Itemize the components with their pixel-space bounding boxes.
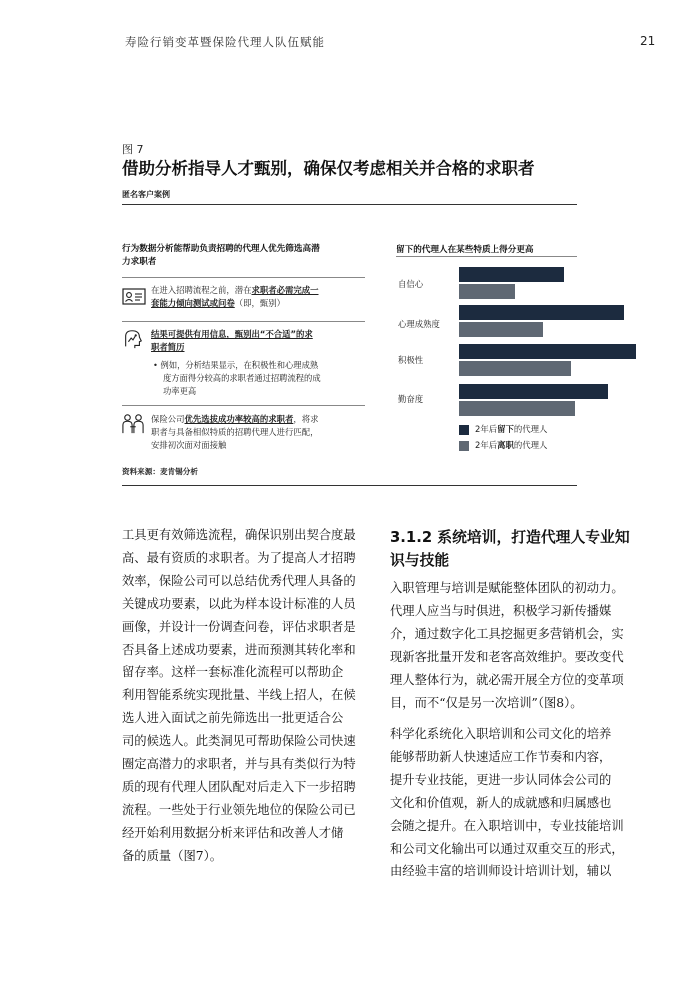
item-1-text: 在进入招聘流程之前，潜在求职者必需完成一 套能力倾向测试或问卷（即，甄别）: [151, 285, 319, 308]
body-text-line: 现新客批量开发和老客高效维护。要改变代: [390, 649, 624, 664]
body-text-line: 圈定高潜力的求职者，并与具有类似行为特: [122, 757, 356, 771]
body-text-line: 画像，并设计一份调查问卷，评估求职者是: [122, 619, 356, 634]
legend-swatch-stayed: [459, 425, 469, 435]
body-text-line: 代理人应当与时俱进，积极学习新传播媒: [390, 603, 612, 618]
body-text-line: 高、最有资质的求职者。为了提高人才招聘: [122, 550, 356, 565]
bar-stayed-自信心: [459, 267, 564, 282]
page-number: 21: [640, 34, 656, 48]
legend-swatch-left: [459, 441, 469, 451]
brain-analytics-icon: [121, 328, 145, 350]
body-text-line: 选人进入面试之前先筛选出一批更适合公: [122, 711, 344, 726]
category-label: 心理成熟度: [398, 319, 440, 329]
bar-left-心理成熟度: [459, 322, 543, 337]
item-2-bullet: 度方面得分较高的求职者通过招聘流程的成: [163, 373, 321, 383]
people-match-icon: [121, 413, 145, 435]
id-card-icon: [122, 286, 146, 308]
body-text-line: 效率，保险公司可以总结优秀代理人具备的: [122, 573, 356, 588]
bar-left-积极性: [459, 361, 571, 376]
body-text-line: 司的候选人。此类洞见可帮助保险公司快速: [122, 734, 356, 749]
body-text-line: 介，通过数字化工具挖掘更多营销机会，实: [390, 626, 624, 641]
running-header: 寿险行销变革暨保险代理人队伍赋能: [125, 35, 325, 49]
figure-source: 资料来源：麦肯锡分析: [122, 467, 198, 476]
chart-divider: [396, 256, 577, 257]
left-panel-heading: [122, 243, 372, 269]
chart-title: 留下的代理人在某些特质上得分更高: [396, 245, 534, 255]
section-title: 识与技能: [390, 552, 450, 569]
body-text-line: 和公司文化输出可以通过双重交互的形式，: [390, 841, 624, 856]
body-text-line: 否具备上述成功要素，进而预测其转化率和: [122, 642, 356, 657]
left-heading-line: 力求职者: [122, 257, 157, 267]
bar-stayed-勤奋度: [459, 384, 608, 399]
item-2-bullet: • 例如，分析结果显示，在积极性和心理成熟: [153, 360, 319, 370]
body-text-line: 质的现有代理人团队配对后走入下一步招聘: [122, 779, 356, 794]
figure-title: 借助分析指导人才甄别，确保仅考虑相关并合格的求职者: [122, 159, 535, 178]
item-divider: [122, 277, 365, 278]
body-text-line: 提升专业技能，更进一步认同体会公司的: [390, 772, 612, 787]
body-text-line: 经开始利用数据分析来评估和改善人才储: [122, 825, 344, 840]
item-divider: [122, 321, 365, 322]
bar-left-自信心: [459, 284, 515, 299]
body-text-line: 利用智能系统实现批量、半线上招人，在候: [122, 688, 356, 703]
figure-subtitle: 匿名客户案例: [122, 190, 170, 199]
category-label: 积极性: [398, 355, 424, 365]
left-heading-line: 行为数据分析能帮助负责招聘的代理人优先筛选高潜: [122, 244, 320, 254]
category-label: 勤奋度: [398, 394, 424, 404]
body-text-line: 理人整体行为，就必需开展全方位的变革项: [390, 672, 624, 687]
item-2-bullet: 功率更高: [163, 386, 197, 396]
figure-top-rule: [122, 204, 577, 205]
body-text-line: 目，而不“仅是另一次培训”（图8）。: [390, 695, 583, 710]
bar-stayed-心理成熟度: [459, 305, 624, 320]
bar-stayed-积极性: [459, 344, 636, 359]
section-title: 3.1.2 系统培训，打造代理人专业知: [390, 529, 630, 546]
item-divider: [122, 405, 365, 406]
body-text-line: 入职管理与培训是赋能整体团队的初动力。: [390, 581, 624, 595]
item-3-text: 保险公司优先选拔成功率较高的求职者，将求 职者与具备相似特质的招聘代理人进行匹配， 安排初次面对面接触: [151, 414, 319, 450]
body-text-line: 会随之提升。在入职培训中，专业技能培训: [390, 818, 624, 833]
body-text-line: 能够帮助新人快速适应工作节奏和内容，: [390, 749, 612, 764]
item-2-text: 结果可提供有用信息，甄别出“不合适”的求 职者简历: [151, 329, 313, 352]
body-text-line: 关键成功要素，以此为样本设计标准的人员: [122, 596, 356, 611]
legend-label-stayed: 2年后留下的代理人: [475, 424, 548, 434]
figure-number: 图 7: [122, 143, 144, 156]
body-text-line: 科学化系统化入职培训和公司文化的培养: [390, 727, 612, 741]
bar-left-勤奋度: [459, 401, 575, 416]
category-label: 自信心: [398, 279, 424, 289]
body-text-line: 留存率。这样一套标准化流程可以帮助企: [122, 665, 344, 680]
figure-bottom-rule: [122, 485, 577, 486]
body-text-line: 由经验丰富的培训师设计培训计划，辅以: [390, 864, 612, 879]
legend-label-left: 2年后离职的代理人: [475, 440, 548, 450]
body-text-line: 备的质量（图7）。: [122, 848, 223, 863]
body-text-line: 工具更有效筛选流程，确保识别出契合度最: [122, 528, 356, 542]
body-text-line: 文化和价值观，新人的成就感和归属感也: [390, 795, 612, 810]
body-text-line: 流程。一些处于行业领先地位的保险公司已: [122, 802, 356, 817]
